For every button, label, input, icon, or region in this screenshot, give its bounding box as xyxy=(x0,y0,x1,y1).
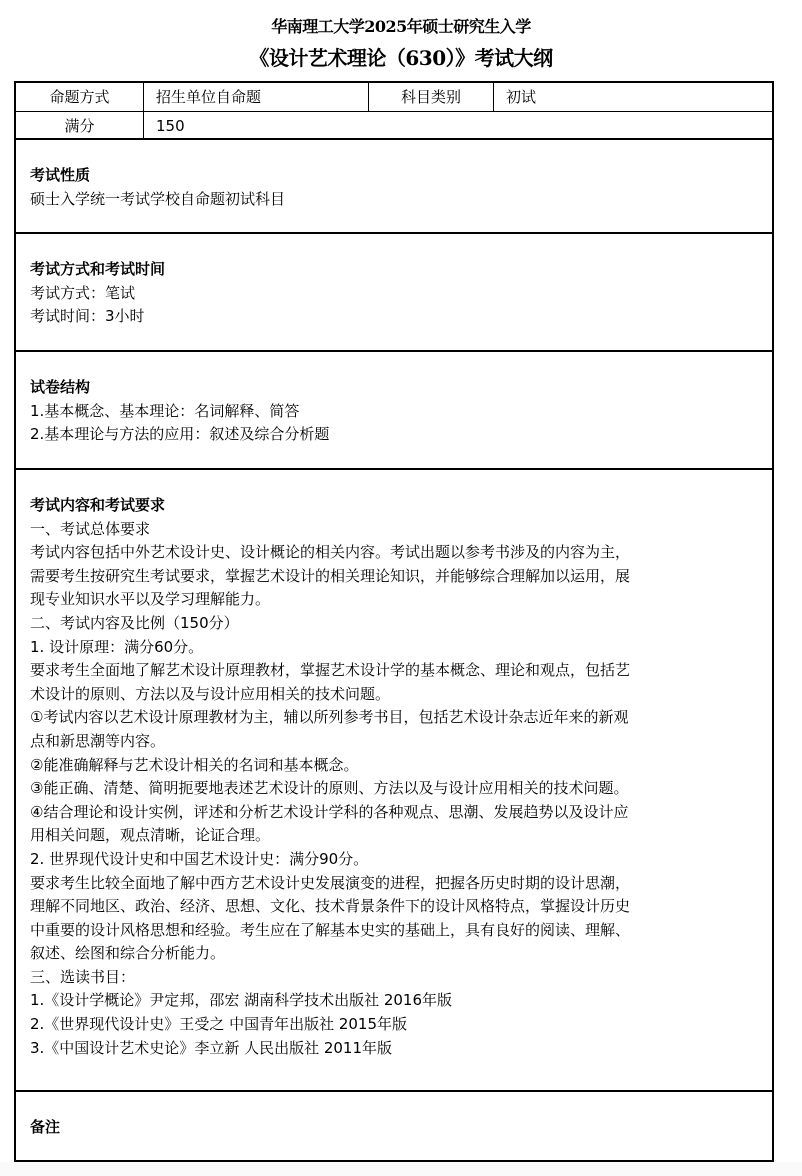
section-line: 硕士入学统一考试学校自命题初试科目 xyxy=(30,189,286,208)
section-line: ③能正确、清楚、简明扼要地表述艺术设计的原则、方法以及与设计应用相关的技术问题。 xyxy=(30,779,629,798)
section-line: 用相关问题，观点清晰，论证合理。 xyxy=(30,826,271,845)
section-line: 2. 世界现代设计史和中国艺术设计史：满分90分。 xyxy=(30,849,369,868)
section-line: 1.基本概念、基本理论：名词解释、简答 xyxy=(30,401,300,420)
value-full-score: 150 xyxy=(156,117,185,135)
reference-book-2: 2.《世界现代设计史》王受之 中国青年出版社 2015年版 xyxy=(30,1015,408,1034)
section-paper-structure xyxy=(16,352,772,470)
reference-book-1: 1.《设计学概论》尹定邦，邵宏 湖南科学技术出版社 2016年版 xyxy=(30,991,453,1010)
section-title: 考试性质 xyxy=(30,166,91,184)
section-line: 中重要的设计风格思想和经验。考生应在了解基本史实的基础上，具有良好的阅读、理解、 xyxy=(30,920,631,939)
section-line: ④结合理论和设计实例，评述和分析艺术设计学科的各种观点、思潮、发展趋势以及设计应 xyxy=(30,802,629,821)
section-line: 点和新思潮等内容。 xyxy=(30,731,166,750)
section-title: 考试内容和考试要求 xyxy=(30,496,166,514)
section-line: 1. 设计原理：满分60分。 xyxy=(30,637,204,656)
label-full-score: 满分 xyxy=(16,112,144,138)
section-line: 三、选读书目： xyxy=(30,967,136,986)
section-exam-nature xyxy=(16,140,772,234)
section-line: 考试内容包括中外艺术设计史、设计概论的相关内容。考试出题以参考书涉及的内容为主， xyxy=(30,543,631,562)
section-line: ②能准确解释与艺术设计相关的名词和基本概念。 xyxy=(30,755,359,774)
section-line: 考试时间：3小时 xyxy=(30,307,145,326)
section-line: 一、考试总体要求 xyxy=(30,519,151,538)
section-line: 理解不同地区、政治、经济、思想、文化、技术背景条件下的设计风格特点，掌握设计历史 xyxy=(30,897,631,916)
value-question-method: 招生单位自命题 xyxy=(144,83,369,111)
section-title: 备注 xyxy=(30,1118,61,1136)
reference-book-3: 3.《中国设计艺术史论》李立新 人民出版社 2011年版 xyxy=(30,1038,393,1057)
section-line: 需要考生按研究生考试要求，掌握艺术设计的相关理论知识，并能够综合理解加以运用，展 xyxy=(30,566,631,585)
info-row-2 xyxy=(16,112,772,140)
section-line: 要求考生比较全面地了解中西方艺术设计史发展演变的进程，把握各历史时期的设计思潮， xyxy=(30,873,631,892)
syllabus-table xyxy=(14,81,774,1162)
section-line: 2.基本理论与方法的应用：叙述及综合分析题 xyxy=(30,425,330,444)
section-line: 要求考生全面地了解艺术设计原理教材，掌握艺术设计学的基本概念、理论和观点，包括艺 xyxy=(30,661,631,680)
document-title-line2: 《设计艺术理论（630）》考试大纲 xyxy=(249,46,553,70)
section-line: 现专业知识水平以及学习理解能力。 xyxy=(30,590,271,609)
value-subject-category: 初试 xyxy=(506,88,537,106)
section-line: 二、考试内容及比例（150分） xyxy=(30,613,239,632)
info-row-1 xyxy=(16,83,772,112)
document-title-line1: 华南理工大学2025年硕士研究生入学 xyxy=(271,17,531,36)
section-exam-content-requirements xyxy=(16,470,772,1092)
label-subject-category: 科目类别 xyxy=(369,83,494,111)
section-line: 术设计的原则、方法以及与设计应用相关的技术问题。 xyxy=(30,684,391,703)
section-line: ①考试内容以艺术设计原理教材为主，辅以所列参考书目，包括艺术设计杂志近年来的新观 xyxy=(30,708,629,727)
section-title: 考试方式和考试时间 xyxy=(30,260,166,278)
section-line: 叙述、绘图和综合分析能力。 xyxy=(30,944,226,963)
label-question-method: 命题方式 xyxy=(16,83,144,111)
section-remarks xyxy=(16,1092,772,1160)
section-line: 考试方式：笔试 xyxy=(30,283,136,302)
section-title: 试卷结构 xyxy=(30,378,91,396)
section-exam-method-time xyxy=(16,234,772,352)
